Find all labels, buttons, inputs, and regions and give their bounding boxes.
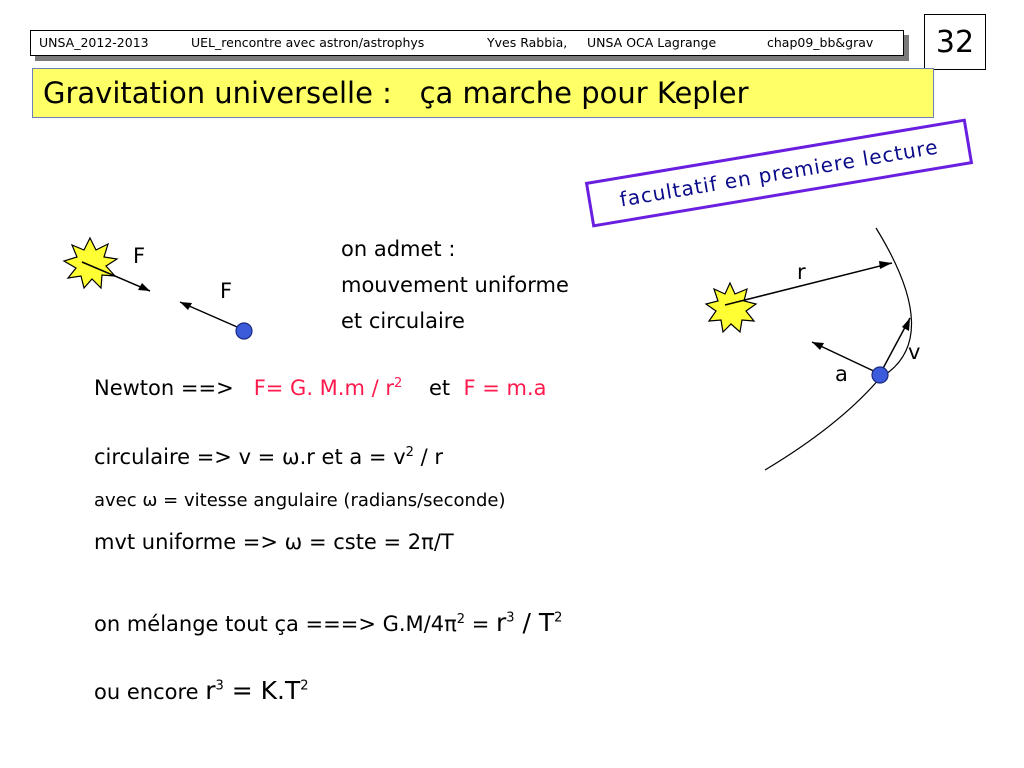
header-chapter: chap09_bb&grav bbox=[767, 35, 874, 50]
acceleration-arrow-head bbox=[812, 342, 824, 350]
assumption-line-1: on admet : bbox=[341, 237, 456, 261]
force-arrow-2-head bbox=[180, 302, 192, 310]
avec-text: = vitesse angulaire (radians/seconde) bbox=[157, 490, 506, 511]
melange-t-exp: 2 bbox=[554, 610, 563, 626]
kepler-formula bbox=[205, 676, 308, 705]
circ-prefix: circulaire => v = bbox=[94, 445, 282, 469]
header-institution: UNSA OCA Lagrange bbox=[587, 35, 717, 50]
omega-definition bbox=[94, 490, 505, 511]
encore-t-exp: 2 bbox=[300, 678, 309, 694]
combined-equation bbox=[94, 608, 562, 637]
mvt-pi: π bbox=[421, 530, 434, 554]
melange-r-exp: 3 bbox=[506, 610, 515, 626]
encore-r-exp: 3 bbox=[215, 678, 224, 694]
avec-prefix: avec bbox=[94, 490, 143, 511]
uniform-motion-equation bbox=[94, 530, 454, 554]
melange-slash: / T bbox=[514, 608, 555, 637]
planet-right-icon bbox=[872, 367, 888, 383]
header-author: Yves Rabbia, bbox=[487, 35, 568, 50]
mvt-mid: = cste = 2 bbox=[302, 530, 422, 554]
mvt-omega: ω bbox=[284, 530, 303, 554]
melange-r: r bbox=[496, 608, 507, 637]
circ-end: / r bbox=[413, 445, 443, 469]
assumption-line-3: et circulaire bbox=[341, 309, 465, 333]
omega-symbol: ω bbox=[281, 445, 300, 469]
radius-label: r bbox=[797, 260, 806, 284]
melange-exponent: 2 bbox=[456, 612, 466, 627]
encore-mid: = K.T bbox=[223, 676, 301, 705]
newton-second-law: F = m.a bbox=[463, 376, 547, 400]
newton-formula bbox=[254, 376, 403, 400]
force-label-2: F bbox=[220, 279, 233, 303]
velocity-arrow-head bbox=[902, 318, 910, 331]
encore-r: r bbox=[205, 676, 216, 705]
newton-equation bbox=[94, 376, 547, 400]
page-number: 32 bbox=[924, 14, 986, 70]
velocity-label: v bbox=[908, 340, 921, 364]
assumption-line-2: mouvement uniforme bbox=[341, 273, 569, 297]
melange-pi: π bbox=[444, 612, 457, 636]
newton-and: et bbox=[428, 376, 451, 400]
radius-arrow bbox=[725, 263, 892, 305]
kepler-law bbox=[94, 676, 309, 705]
header-module: UEL_rencontre avec astron/astrophys bbox=[191, 35, 425, 50]
mvt-prefix: mvt uniforme => bbox=[94, 530, 285, 554]
newton-exponent: 2 bbox=[394, 376, 403, 391]
newton-prefix: Newton ==> bbox=[94, 376, 234, 400]
melange-prefix: on mélange tout ça ===> G.M/4 bbox=[94, 612, 445, 636]
radius-arrow-head bbox=[879, 261, 892, 269]
encore-prefix: ou encore bbox=[94, 680, 206, 704]
header-course: UNSA_2012-2013 bbox=[39, 35, 149, 50]
mvt-end: /T bbox=[433, 530, 454, 554]
sun-left-icon bbox=[64, 238, 117, 288]
circ-mid: .r et a = v bbox=[299, 445, 406, 469]
planet-left-icon bbox=[236, 323, 252, 339]
optional-note: facultatif en premiere lecture bbox=[585, 118, 973, 227]
newton-formula-text: F= G. M.m / r bbox=[253, 376, 394, 400]
avec-omega: ω bbox=[142, 490, 158, 511]
force-arrow-1-head bbox=[138, 283, 150, 291]
melange-equals: = bbox=[465, 612, 496, 636]
circ-exponent: 2 bbox=[405, 445, 414, 460]
acceleration-label: a bbox=[835, 362, 848, 386]
force-label-1: F bbox=[133, 244, 146, 268]
slide-title: Gravitation universelle : ça marche pour Kepler bbox=[32, 68, 934, 118]
sun-right-icon bbox=[706, 283, 756, 332]
circular-equation bbox=[94, 445, 443, 469]
melange-result bbox=[496, 608, 562, 637]
